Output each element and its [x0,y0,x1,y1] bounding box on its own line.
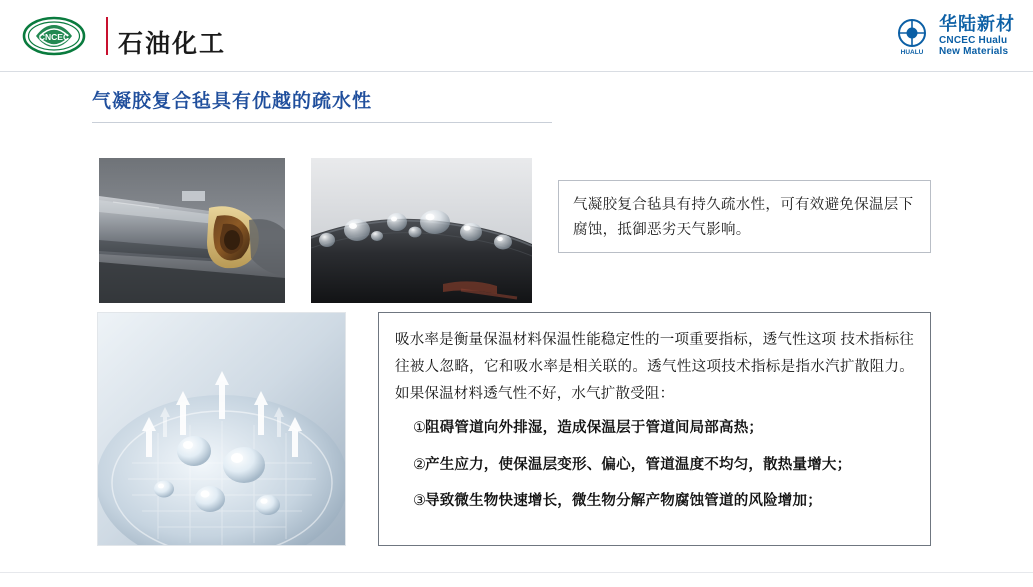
header-divider [106,17,108,55]
hualu-brand-text [939,15,1015,57]
hualu-mark-icon [893,17,931,55]
list-item-number: ③ [413,492,427,509]
hualu-brand-cn: 华陆新材 [939,14,1015,35]
corroded-pipe-photo [99,158,285,303]
hualu-brand-logo [893,14,1015,58]
main-paragraph: 吸水率是衡量保温材料保温性能稳定性的一项重要指标，透气性这项 技术指标往往被人忽略，它和吸水率是相关联的。透气性这项技术指标是指水汽扩散阻力。如果保温材料透气性不好，水气扩散受阻： [395,332,914,402]
header-brand-title: 石油化工 [118,30,227,58]
callout-box [558,180,931,253]
slide-bottom-bar [0,572,1033,587]
list-item-label: 产生应力，使保温层变形、偏心，管道温度不均匀，散热量增大； [425,456,852,473]
risk-bullet-list [395,417,914,513]
list-item-label: 阻碍管道向外排湿，造成保温层于管道间局部高热； [425,420,764,437]
list-item [395,490,914,513]
hualu-brand-en-line2: New Materials [939,45,1009,57]
list-item-number: ① [413,420,427,437]
svg-text:CNCEC: CNCEC [38,32,70,42]
water-droplets-on-felt-photo [311,158,532,303]
svg-text:HUALU: HUALU [900,49,924,55]
hualu-brand-en-line1: CNCEC Hualu [939,34,1008,46]
cnpc-roundel-icon [22,16,98,56]
title-underline [92,122,552,123]
list-item-number: ② [413,456,427,473]
page-title: 气凝胶复合毡具有优越的疏水性 [92,91,373,112]
main-text-box [378,312,931,546]
list-item [395,417,914,440]
list-item [395,454,914,477]
callout-text: 气凝胶复合毡具有持久疏水性，可有效避免保温层下腐蚀，抵御恶劣天气影响。 [573,197,914,239]
list-item-label: 导致微生物快速增长，微生物分解产物腐蚀管道的风险增加； [425,492,822,509]
water-vapor-diffusion-illustration [97,312,346,546]
header-bottom-rule [0,71,1033,72]
slide-header [0,0,1033,72]
